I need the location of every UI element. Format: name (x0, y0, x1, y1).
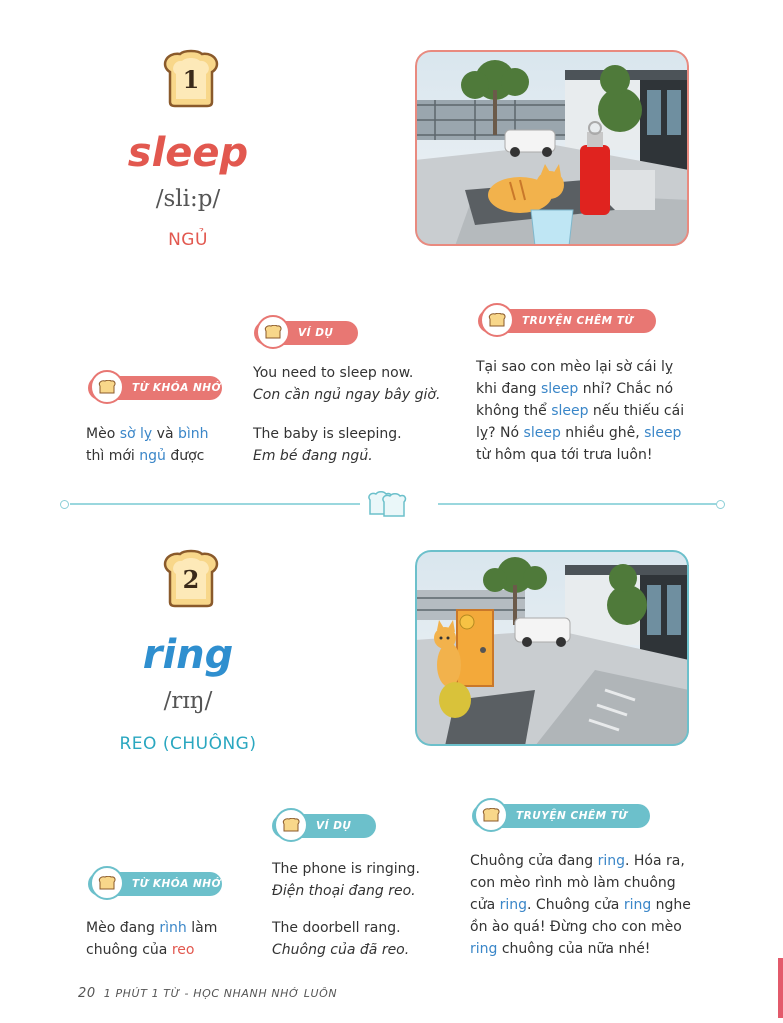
section-divider-right (438, 503, 716, 505)
example-label-pill (254, 321, 358, 345)
keyword-text: Mèo đang rình làm chuông của reo (86, 920, 218, 958)
page-number: 20 (78, 986, 96, 1001)
story-text: Chuông cửa đang ring. Hóa ra, con mèo rình mò làm chuông cửa ring. Chuông cửa ring nghe ồn ào quá! Đừng cho con mèo ring chuông của nữa nhé! (470, 853, 691, 957)
bread-icon (90, 370, 124, 404)
example-1 (253, 362, 463, 406)
vocab-word: sleep (127, 130, 249, 176)
entry-number: 2 (182, 565, 200, 594)
story-label-pill (472, 804, 650, 828)
number-badge-2 (162, 548, 220, 608)
example-1 (272, 858, 462, 902)
page-footer (78, 986, 337, 1001)
bread-icon (256, 315, 290, 349)
bread-slices-icon (366, 488, 412, 520)
bread-icon (90, 866, 124, 900)
bread-icon (474, 798, 508, 832)
example-en: You need to sleep now. (253, 365, 414, 381)
vocab-word: ring (142, 632, 234, 678)
example-2 (272, 917, 462, 961)
bread-icon (480, 303, 514, 337)
meaning: REO (CHUÔNG) (119, 734, 257, 754)
keyword-label-text: TỪ KHÓA NHỚ (132, 382, 221, 394)
example-2 (253, 423, 463, 467)
section-divider-left (70, 503, 360, 505)
book-title: 1 PHÚT 1 TỪ - HỌC NHANH NHỚ LUÔN (103, 987, 338, 1000)
entry-number: 1 (182, 65, 200, 94)
pronunciation: /rɪŋ/ (163, 688, 213, 714)
pronunciation: /sli:p/ (155, 186, 221, 212)
keyword-label-text: TỪ KHÓA NHỚ (132, 878, 221, 890)
story-label-text: TRUYỆN CHÊM TỪ (516, 810, 628, 822)
story-label-pill (478, 309, 656, 333)
story-label-text: TRUYỆN CHÊM TỪ (522, 315, 634, 327)
example-label-pill (272, 814, 376, 838)
keyword-label-pill (88, 872, 222, 896)
example-label-text: VÍ DỤ (298, 327, 334, 339)
example-vi: Điện thoại đang reo. (272, 883, 416, 899)
divider-dot-left (60, 500, 69, 509)
illustration-ring (415, 550, 689, 746)
example-vi: Chuông của đã reo. (272, 942, 410, 958)
divider-dot-right (716, 500, 725, 509)
meaning: NGỦ (168, 230, 208, 250)
illustration-sleep (415, 50, 689, 246)
keyword-text: Mèo sờ lỵ và bình thì mới ngủ được (86, 426, 209, 464)
page-edge-mark (778, 958, 783, 1018)
example-en: The doorbell rang. (272, 920, 401, 936)
bread-icon (274, 808, 308, 842)
keyword-label-pill (88, 376, 222, 400)
example-vi: Con cần ngủ ngay bây giờ. (253, 387, 441, 403)
story-text: Tại sao con mèo lại sờ cái lỵ khi đang sleep nhỉ? Chắc nó không thể sleep nếu thiếu cái lỵ? Nó sleep nhiều ghê, sleep từ hôm qua tới trưa luôn! (476, 359, 685, 463)
example-label-text: VÍ DỤ (316, 820, 352, 832)
example-en: The phone is ringing. (272, 861, 420, 877)
example-en: The baby is sleeping. (253, 426, 402, 442)
example-vi: Em bé đang ngủ. (253, 448, 373, 464)
number-badge-1 (162, 48, 220, 108)
